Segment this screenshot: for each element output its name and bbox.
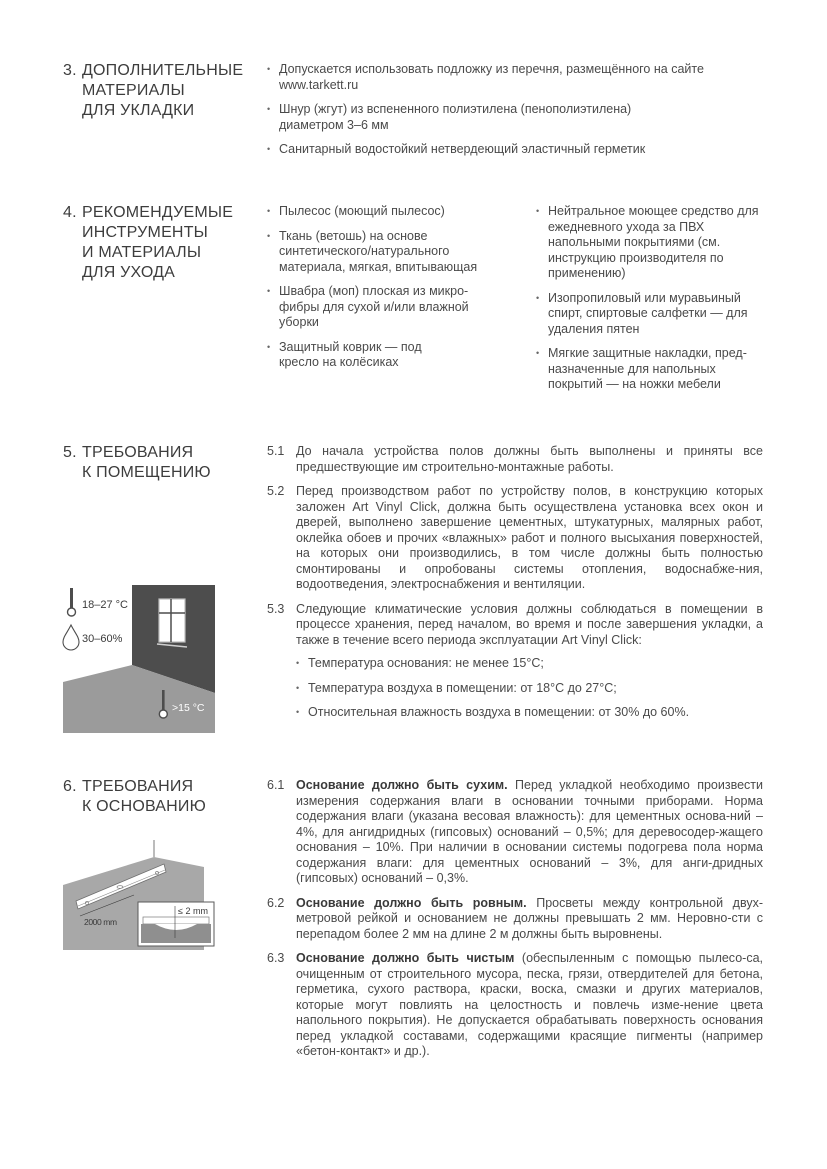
section-3-list bbox=[267, 62, 767, 167]
air-temp-label: 18–27 °C bbox=[82, 599, 128, 611]
thermometer-icon bbox=[68, 588, 76, 616]
numbered-item: 6.3 Основание должно быть чистым (обеспыленным с помощью пылесо-са, очищенным от строительного мусора, песка, грязи, отвердителей для бетона, герметика, сухого раствора, краски, воска, смазки и других материалов, которые могут повлиять на целостность и повлечь изме-нение цвета напольного покрытия). Не допускается обрабатывать поверхность основания перед укладкой составами, содержащими красящие пигменты (например «бетон-контакт» и др.). bbox=[267, 951, 763, 1058]
gap-label: ≤ 2 mm bbox=[178, 906, 208, 916]
section-3-title: 3. ДОПОЛНИТЕЛЬНЫЕ МАТЕРИАЛЫ ДЛЯ УКЛАДКИ bbox=[63, 62, 244, 119]
room-climate-illustration bbox=[60, 585, 220, 735]
numbered-item: 5.2 Перед производством работ по устройству полов, в конструкцию которых заложен Art Vinyl Click, должна быть осуществлена установка всех окон и дверей, выполнено завершение цементных, штукатурных, малярных работ, оклейка обоев и прочих «влажных» работ и полного высыхания поверхностей, на которых они производились, в том числе должны быть полностью смонтированы и опробованы системы отопления, водоснабже-ния, водоотведения, электроснабжения и вентиляции. bbox=[267, 484, 763, 591]
section-4-list-col1 bbox=[267, 204, 482, 380]
window-icon bbox=[157, 599, 187, 647]
rail-length-label: 2000 mm bbox=[84, 917, 117, 927]
list-item: • Пылесос (моющий пылесос) bbox=[267, 204, 482, 220]
list-item: • Защитный коврик — под кресло на колёсиках bbox=[267, 340, 482, 371]
list-item: • Санитарный водостойкий нетвердеющий эластичный герметик bbox=[267, 142, 767, 158]
water-drop-icon bbox=[63, 625, 79, 650]
section-6-title: 6. ТРЕБОВАНИЯ К ОСНОВАНИЮ bbox=[63, 778, 206, 815]
section-5-title: 5. ТРЕБОВАНИЯ К ПОМЕЩЕНИЮ bbox=[63, 444, 211, 481]
list-item: • Относительная влажность воздуха в помещении: от 30% до 60%. bbox=[296, 705, 763, 721]
humidity-label: 30–60% bbox=[82, 633, 123, 645]
list-item: • Шнур (жгут) из вспененного полиэтилена (пенополиэтилена) диаметром 3–6 мм bbox=[267, 102, 767, 133]
base-flatness-illustration bbox=[60, 840, 220, 950]
climate-conditions-list bbox=[296, 656, 763, 721]
section-4-list-col2 bbox=[536, 204, 766, 402]
numbered-item: 6.1 Основание должно быть сухим. Перед укладкой необходимо произвести измерения содержания влаги в основании точными приборами. Норма содержания влаги (указана весовая влажность): для цементных основа-ний – 4%, для ангидридных (гипсовых) оснований – 0,5%; для деревосодер-жащего основания – 10%. При наличии в основании системы подогрева пола норма содержания влаги: для цементных оснований – 3%, для анги-дридных (гипсовых) оснований – 0,3%. bbox=[267, 778, 763, 885]
list-item: • Температура воздуха в помещении: от 18°C до 27°C; bbox=[296, 681, 763, 697]
section-6-list bbox=[267, 778, 763, 1069]
floor-temp-label: >15 °C bbox=[172, 702, 205, 714]
section-4-title: 4. РЕКОМЕНДУЕМЫЕ ИНСТРУМЕНТЫ И МАТЕРИАЛЫ ДЛЯ УХОДА bbox=[63, 204, 234, 281]
list-item: • Допускается использовать подложку из перечня, размещённого на сайте www.tarkett.ru bbox=[267, 62, 767, 93]
list-item: • Швабра (моп) плоская из микро-фибры для сухой и/или влажной уборки bbox=[267, 284, 482, 331]
numbered-item: 5.3 Следующие климатические условия должны соблюдаться в помещении в процессе хранения, перед началом, во время и после завершения укладки, а также в течение всего периода эксплуатации Art Vinyl Click: • Температура основания: не менее 15°C; • Температура воздуха в помещении: от 18°C до 27°C; • Относительная влажность воздуха в помещении: от 30% до 60%. bbox=[267, 602, 763, 721]
list-item: • Нейтральное моющее средство для ежедневного ухода за ПВХ напольными покрытиями (см. инструкцию производителя по применению) bbox=[536, 204, 766, 282]
list-item: • Ткань (ветошь) на основе синтетического/натурального материала, мягкая, впитывающая bbox=[267, 229, 482, 276]
numbered-item: 6.2 Основание должно быть ровным. Просветы между контрольной двух-метровой рейкой и основанием не должны превышать 2 мм. Неровно-сти с перепадом более 2 мм на длине 2 м должны быть выровнены. bbox=[267, 895, 764, 941]
numbered-item: 5.1 До начала устройства полов должны быть выполнены и приняты все предшествующие им строительно-монтажные работы. bbox=[267, 444, 763, 474]
list-item: • Изопропиловый или муравьиный спирт, спиртовые салфетки — для удаления пятен bbox=[536, 291, 766, 338]
gap-detail-box bbox=[138, 902, 214, 946]
list-item: • Мягкие защитные накладки, пред-назначенные для напольных покрытий — на ножки мебели bbox=[536, 346, 766, 393]
list-item: • Температура основания: не менее 15°C; bbox=[296, 656, 763, 672]
section-5-list bbox=[267, 444, 763, 730]
